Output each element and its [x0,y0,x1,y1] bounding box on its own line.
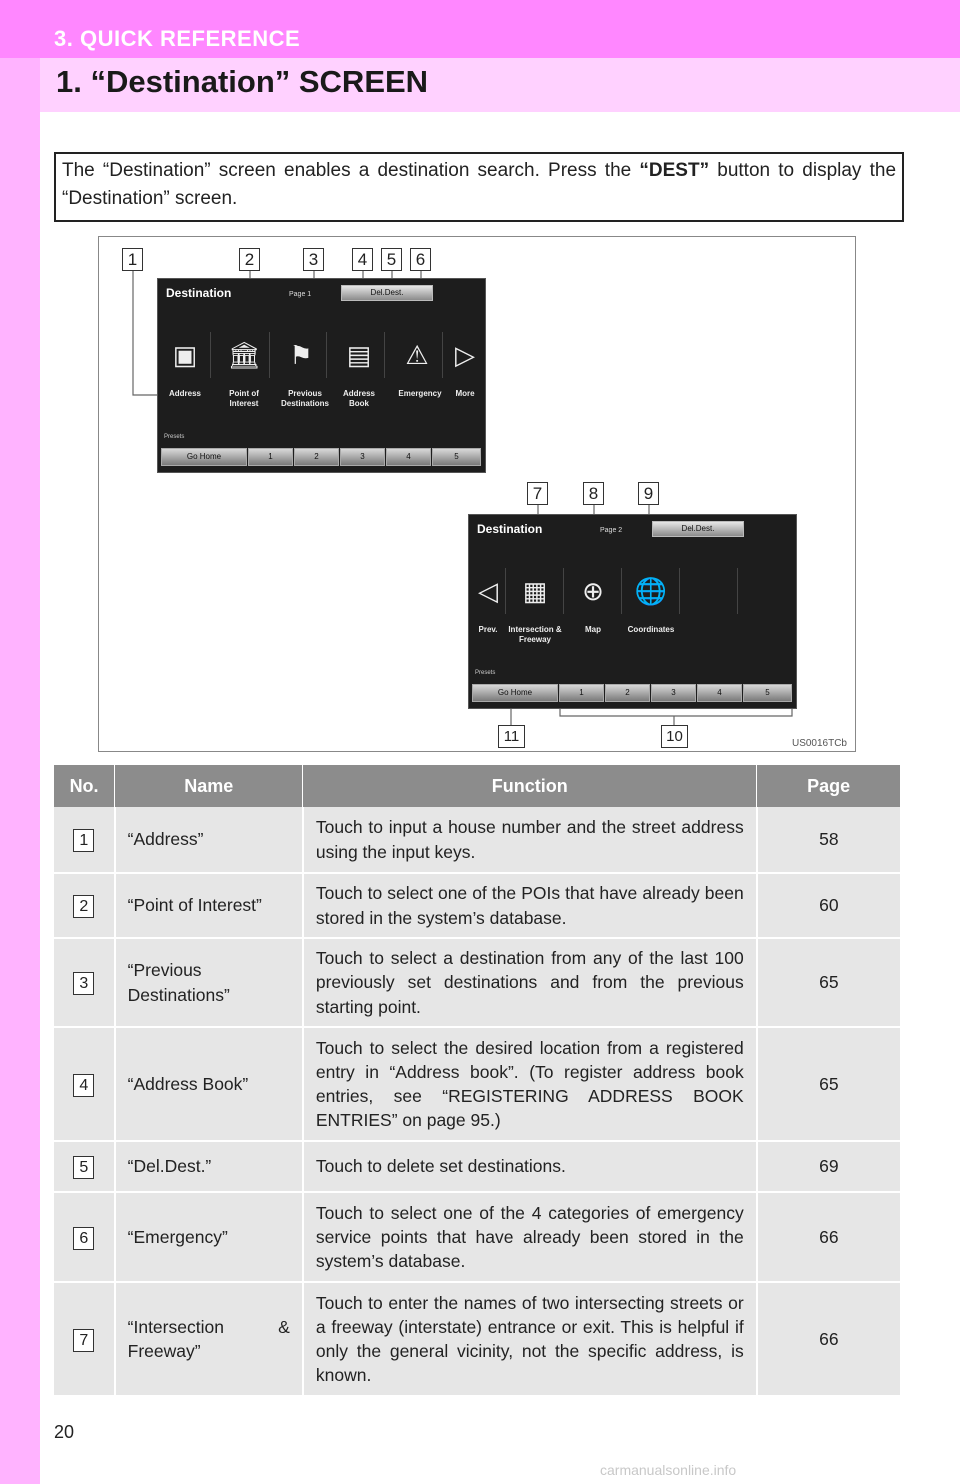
callout-10: 10 [661,725,688,748]
address-book-tile[interactable] [334,332,385,378]
address-book-label: Address Book [342,389,375,408]
row-name: “Point of Interest” [115,873,303,938]
screen1-preset-4[interactable]: 4 [386,448,431,466]
row-number-box: 2 [73,895,94,918]
table-row [54,807,900,873]
more-tile[interactable] [448,332,482,378]
table-header-row [54,765,900,807]
row-page: 66 [757,1282,900,1396]
callout-1: 1 [122,248,143,271]
flag-icon: ⚑ [289,339,313,370]
poi-label: Point of Interest [229,389,259,408]
table-row [54,1141,900,1192]
function-reference-table [54,765,900,1397]
prev-tile[interactable] [471,568,506,614]
row-page: 65 [757,1027,900,1141]
screen2-title: Destination [477,522,543,536]
row-page: 60 [757,873,900,938]
screen2-go-home-button[interactable]: Go Home [472,684,558,702]
callout-8: 8 [583,482,604,505]
chevron-left-icon: ◁ [478,575,498,606]
page-title: 1. “Destination” SCREEN [56,64,429,99]
row-name: “Address Book” [115,1027,303,1141]
row-function: Touch to select one of the POIs that have already been stored in the system’s database. [303,873,757,938]
row-function: Touch to select the desired location from a registered entry in “Address book”. (To register address book entries, see “REGISTERING ADDRESS BOOK ENTRIES” on page 95.) [303,1027,757,1141]
map-label: Map [585,625,601,634]
empty-tile-1 [681,568,738,614]
globe-icon: 🌐 [634,575,668,606]
table-row [54,1282,900,1396]
row-name: “Emergency” [115,1192,303,1282]
row-name: “Intersection & Freeway” [115,1282,303,1396]
row-number-box: 1 [73,829,94,852]
coordinates-label: Coordinates [627,625,675,634]
row-name: “Del.Dest.” [115,1141,303,1192]
page-number: 20 [54,1422,75,1442]
intro-button-name: “DEST” [639,160,710,181]
empty-tile-2 [739,568,793,614]
prev-label: Prev. [478,625,498,634]
screen1-del-dest-button[interactable]: Del.Dest. [341,285,433,301]
screen2-del-dest-button[interactable]: Del.Dest. [652,521,744,537]
callout-3: 3 [303,248,324,271]
screen2-preset-3[interactable]: 3 [651,684,696,702]
row-function: Touch to enter the names of two intersecting streets or a freeway (interstate) entrance or exit. This is helpful if only the general vicinity, not the specific address, is known. [303,1282,757,1396]
address-tile[interactable] [160,332,211,378]
left-margin-band [0,0,40,1484]
warning-icon: ⚠ [405,339,429,370]
screen1-presets-label: Presets [164,434,185,440]
row-page: 65 [757,938,900,1027]
header-no: No. [54,765,115,807]
header-page: Page [757,765,900,807]
row-number-box: 7 [73,1329,94,1352]
row-page: 66 [757,1192,900,1282]
screen2-presets-label: Presets [475,670,496,676]
table-row [54,1192,900,1282]
screen2-preset-2[interactable]: 2 [605,684,650,702]
screen1-preset-2[interactable]: 2 [294,448,339,466]
chevron-right-icon: ▷ [455,339,475,370]
intro-box [54,152,904,222]
row-function: Touch to input a house number and the street address using the input keys. [303,807,757,873]
intro-text-before: The “Destination” screen enables a destination search. Press the [62,160,640,181]
address-label: Address [168,389,201,398]
screen1-title: Destination [166,286,232,300]
screen2-preset-5[interactable]: 5 [743,684,792,702]
building-icon: 🏛 [227,339,261,370]
book-icon: ▤ [346,339,372,370]
screen1-page: Page 1 [289,291,312,298]
map-tile[interactable] [565,568,622,614]
row-number-box: 5 [73,1156,94,1179]
screen2-preset-4[interactable]: 4 [697,684,742,702]
table-row [54,873,900,938]
previous-destinations-tile[interactable] [276,332,327,378]
row-number-box: 3 [73,972,94,995]
coordinates-tile[interactable] [623,568,680,614]
table-row [54,1027,900,1141]
point-of-interest-tile[interactable] [219,332,270,378]
row-number-box: 4 [73,1074,94,1097]
address-book-icon: ▣ [172,339,198,370]
row-function: Touch to delete set destinations. [303,1141,757,1192]
callout-9: 9 [638,482,659,505]
screen1-preset-3[interactable]: 3 [340,448,385,466]
more-label: More [455,389,475,398]
emergency-label: Emergency [398,389,442,398]
screen2-page: Page 2 [600,527,623,534]
screen1-preset-5[interactable]: 5 [432,448,481,466]
row-name: “Previous Destinations” [115,938,303,1027]
destination-screen-figure [98,236,856,752]
screen2-preset-1[interactable]: 1 [559,684,604,702]
table-row [54,938,900,1027]
header-function: Function [303,765,757,807]
callout-11: 11 [498,725,525,748]
callout-5: 5 [381,248,402,271]
intersection-freeway-label: Intersection & Freeway [508,625,562,644]
row-number-box: 6 [73,1227,94,1250]
intersection-freeway-tile[interactable] [507,568,564,614]
destination-screen-page-2 [468,514,797,709]
road-icon: ▦ [522,575,548,606]
callout-4: 4 [352,248,373,271]
emergency-tile[interactable] [392,332,443,378]
figure-code: US0016TCb [791,738,847,749]
section-header-band [0,0,960,58]
destination-screen-page-1 [157,278,486,473]
watermark: carmanualsonline.info [600,1462,737,1478]
row-page: 58 [757,807,900,873]
row-function: Touch to select a destination from any of the last 100 previously set destinations and from the previous starting point. [303,938,757,1027]
header-name: Name [115,765,303,807]
callout-7: 7 [527,482,548,505]
row-name: “Address” [115,807,303,873]
row-function: Touch to select one of the 4 categories of emergency service points that have already been stored in the system’s database. [303,1192,757,1282]
callout-2: 2 [239,248,260,271]
previous-destinations-label: Previous Destinations [280,389,329,408]
compass-icon: ⊕ [582,575,604,606]
screen1-go-home-button[interactable]: Go Home [161,448,247,466]
screen1-preset-1[interactable]: 1 [248,448,293,466]
callout-6: 6 [410,248,431,271]
intro-text-after: button to display the “Destination” screen. [62,160,897,209]
row-page: 69 [757,1141,900,1192]
section-label: 3. QUICK REFERENCE [54,26,301,51]
